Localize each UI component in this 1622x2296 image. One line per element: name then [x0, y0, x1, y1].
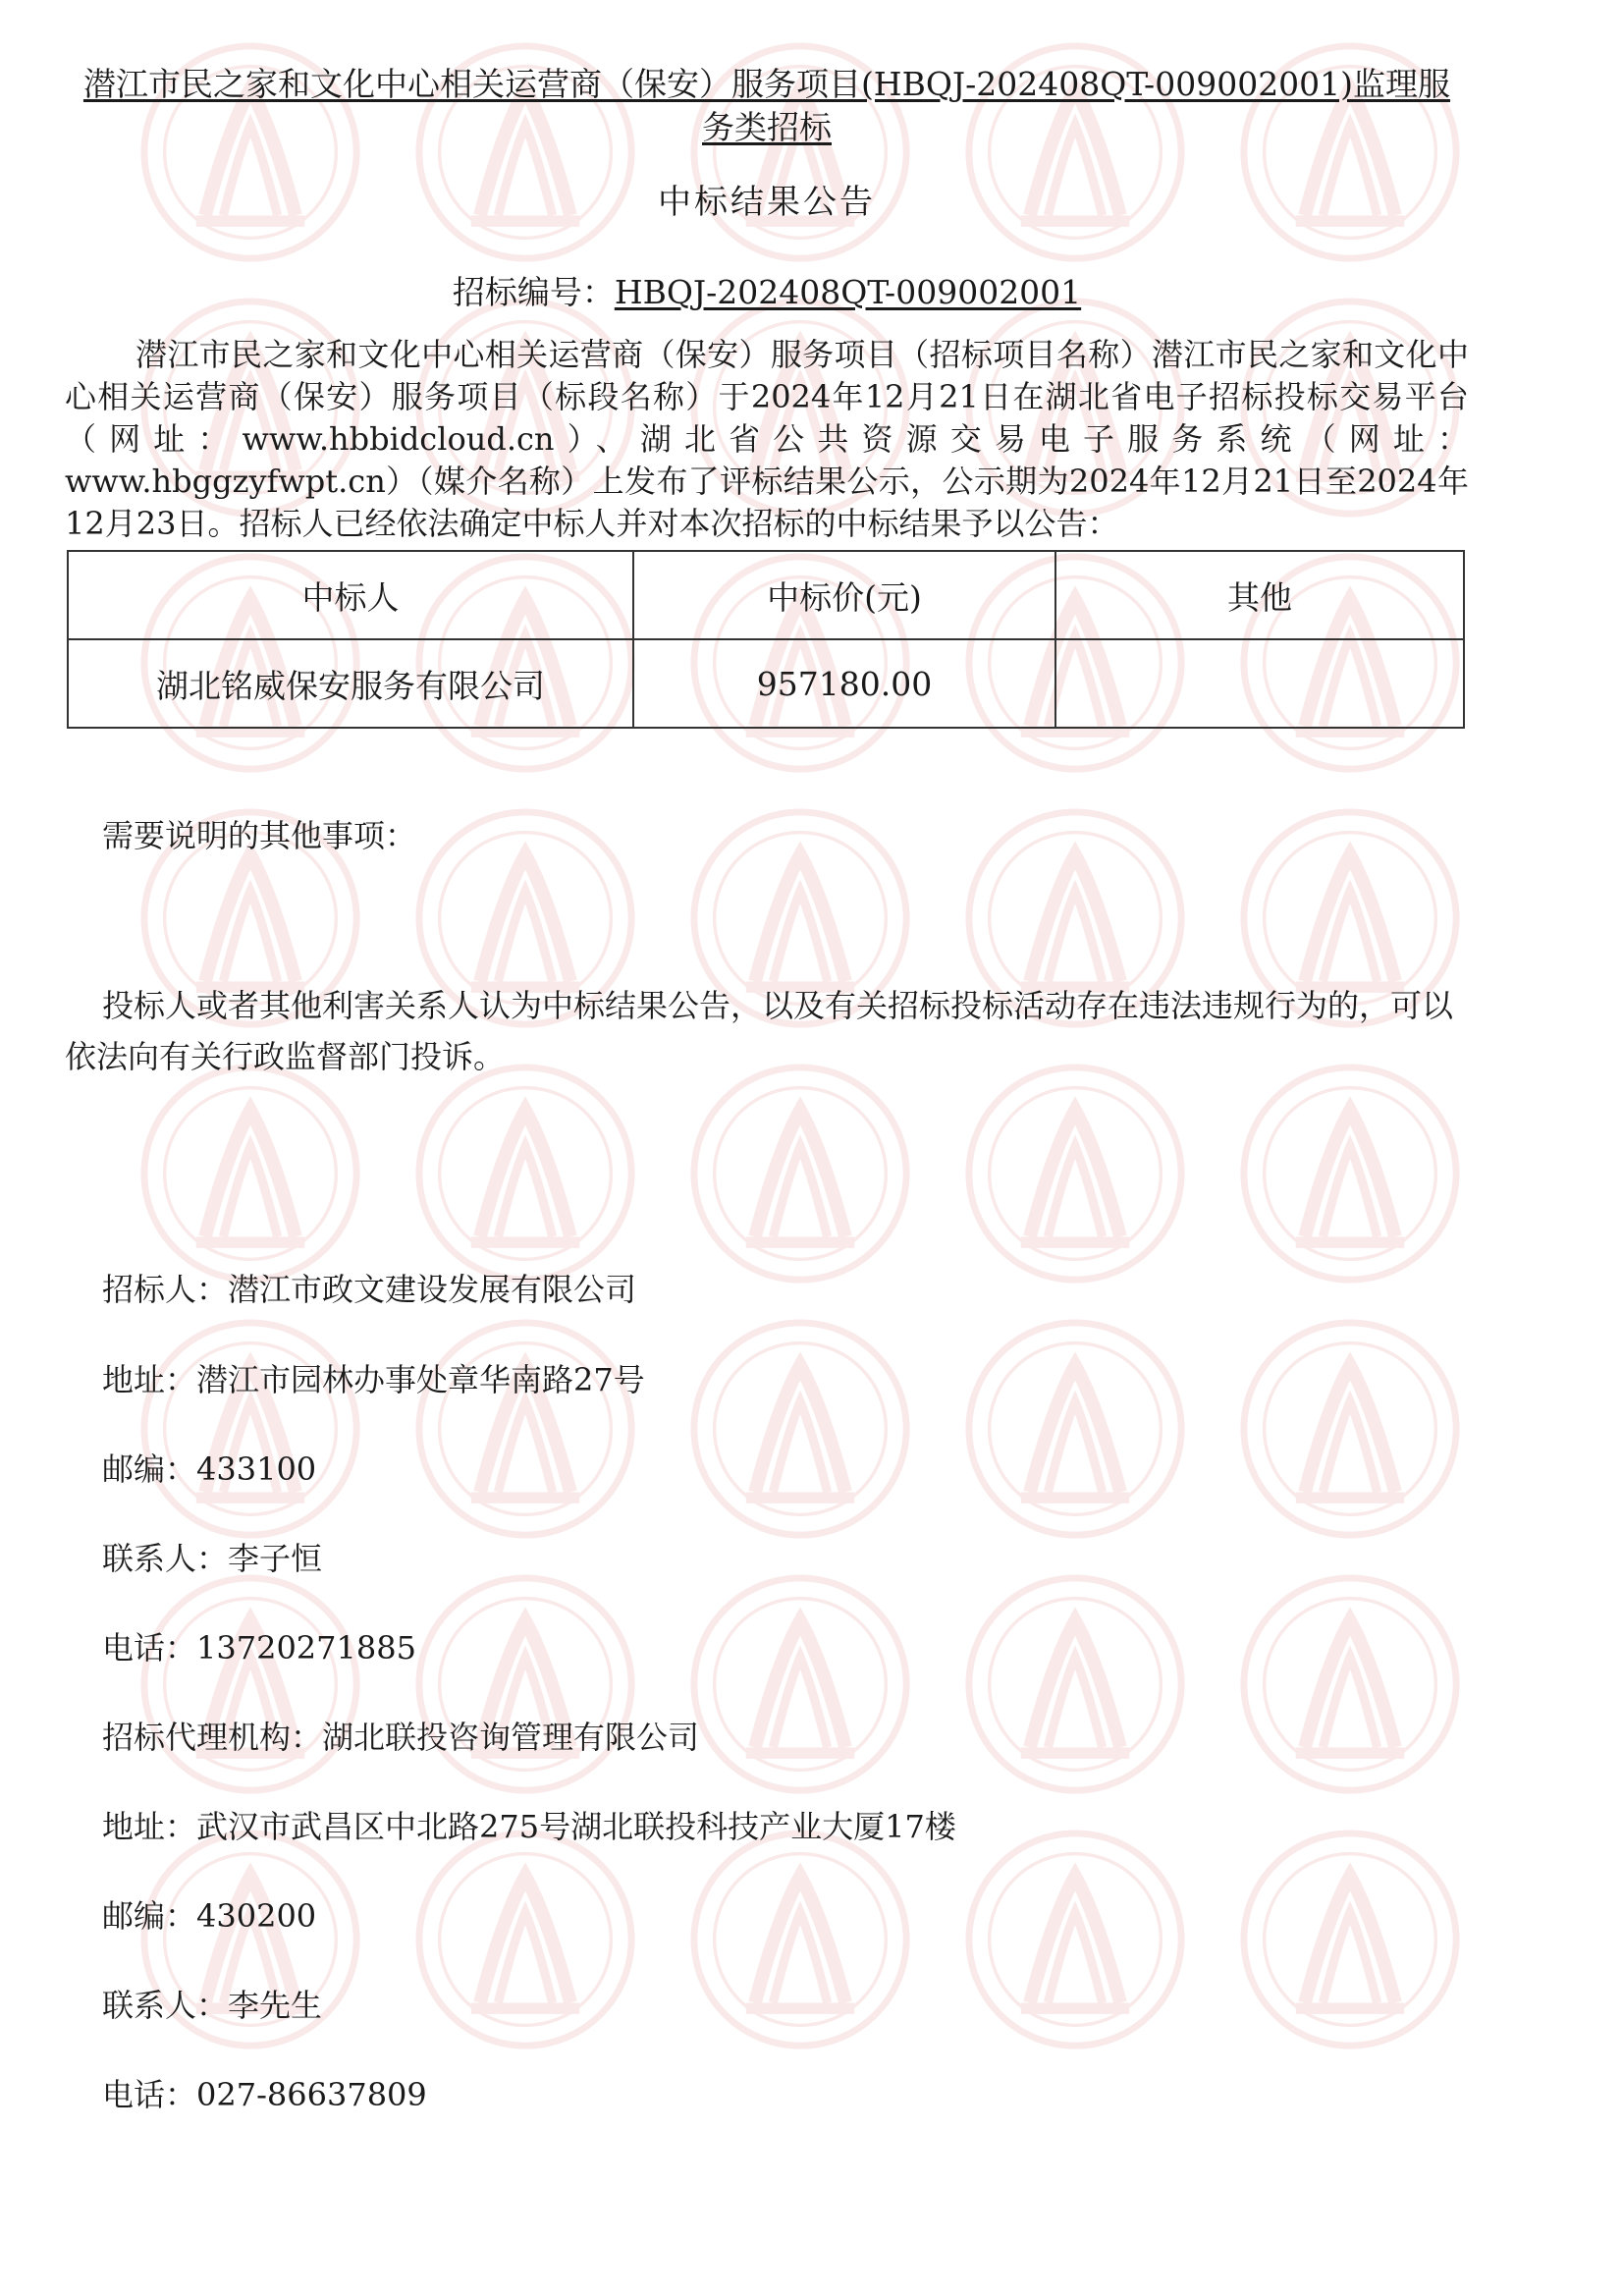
header-price: 中标价(元) [633, 551, 1055, 639]
agency-address: 地址：武汉市武昌区中北路275号湖北联投科技产业大厦17楼 [102, 1808, 956, 1845]
complaint-paragraph: 投标人或者其他利害关系人认为中标结果公告，以及有关招标投标活动存在违法违规行为的，可以依法向有关行政监督部门投诉。 [65, 987, 1454, 1075]
result-table [67, 550, 1465, 729]
tenderer-postcode: 邮编：433100 [102, 1450, 317, 1488]
agency-phone: 电话：027-86637809 [102, 2076, 427, 2113]
agency-postcode: 邮编：430200 [102, 1897, 317, 1935]
tenderer-address: 地址：潜江市园林办事处章华南路27号 [102, 1361, 645, 1398]
cell-winner: 湖北铭威保安服务有限公司 [68, 639, 633, 728]
header-winner: 中标人 [68, 551, 633, 639]
notice-subtitle: 中标结果公告 [658, 183, 876, 222]
tenderer-phone: 电话：13720271885 [102, 1629, 416, 1667]
tenderer-contact: 联系人：李子恒 [102, 1540, 323, 1577]
header-other: 其他 [1055, 551, 1464, 639]
title-line-2: 务类招标 [702, 108, 832, 146]
intro-paragraph: 潜江市民之家和文化中心相关运营商（保安）服务项目（招标项目名称）潜江市民之家和文化中心相关运营商（保安）服务项目（标段名称）于2024年12月21日在湖北省电子招标投标交易平台（网址：www.hbbidcloud.cn）、湖北省公共资源交易电子服务系统（网址：www.hbggzyfwpt.cn）（媒介名称）上发布了评标结果公示，公示期为2024年12月21日至2024年12月23日。招标人已经依法确定中标人并对本次招标的中标结果予以公告： [65, 336, 1469, 542]
table-row [68, 639, 1464, 728]
notice-title [65, 63, 1469, 149]
bid-number-value: HBQJ-202408QT-009002001 [614, 273, 1082, 311]
bid-number [65, 267, 1469, 313]
tenderer-name: 招标人：潜江市政文建设发展有限公司 [102, 1271, 637, 1308]
table-header-row [68, 551, 1464, 639]
cell-price: 957180.00 [633, 639, 1055, 728]
cell-other [1055, 639, 1464, 728]
agency-name: 招标代理机构：湖北联投咨询管理有限公司 [102, 1719, 700, 1756]
bid-number-label: 招标编号： [452, 273, 615, 311]
agency-contact: 联系人：李先生 [102, 1987, 323, 2024]
title-line-1: 潜江市民之家和文化中心相关运营商（保安）服务项目(HBQJ-202408QT-009002001)监理服 [82, 65, 1451, 103]
other-matters-label: 需要说明的其他事项： [102, 817, 417, 854]
